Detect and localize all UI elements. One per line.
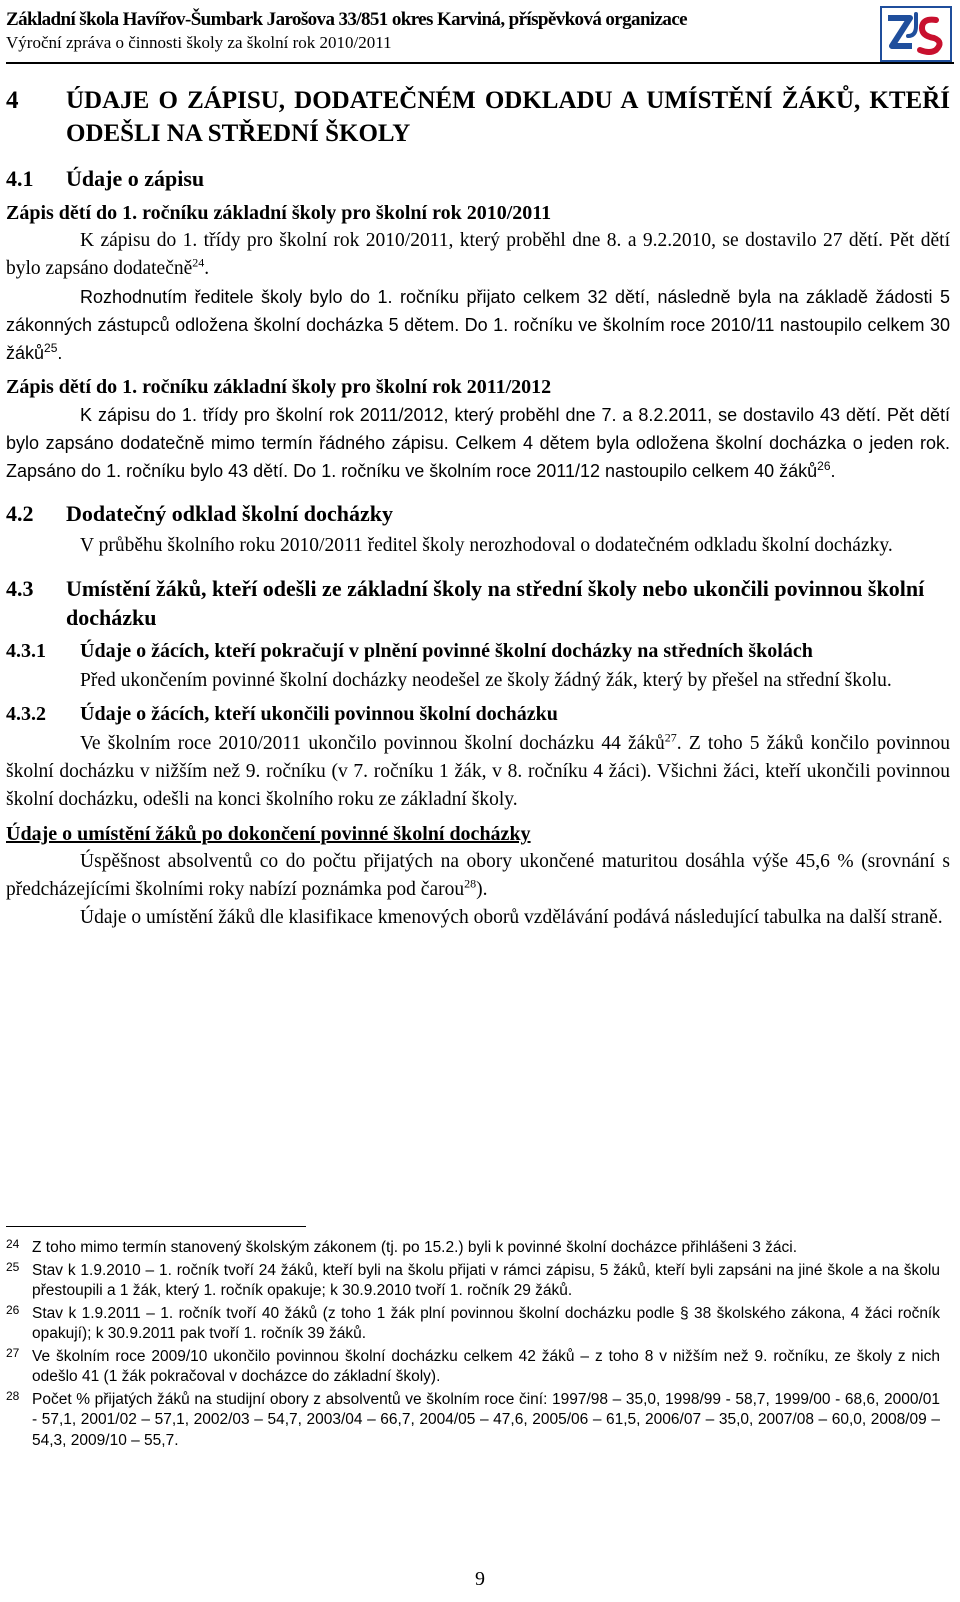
page-header [6, 8, 876, 53]
section-number: 4.3.2 [6, 703, 46, 725]
footnote-text: Stav k 1.9.2011 – 1. ročník tvoří 40 žáků (z toho 1 žák plní povinnou školní docházku podle § 38 školského zákona, 4 žáci ročník opakují); k 30.9.2011 pak tvoří 1. ročník 39 žáků. [32, 1304, 940, 1342]
footnote-ref[interactable]: 25 [44, 341, 58, 355]
section-title: Údaje o žácích, kteří ukončili povinnou školní docházku [80, 703, 558, 725]
completion-paragraph: Ve školním roce 2010/2011 ukončilo povinnou školní docházku 44 žáků$^{27}$. Z toho 5 žáků končilo povinnou školní docházku v nižším než 9. ročníku (v 7. ročníku 1 žák, v 8. ročníku 4 žáci). Všichni žáci, kteří ukončili povinnou školní docházku, odešli na konci školního roku ze základní školy. [6, 730, 950, 810]
school-logo [880, 6, 952, 62]
footnote-text: Stav k 1.9.2010 – 1. ročník tvoří 24 žáků, kteří byli na školu přijati v rámci zápisu, 5 žáků, kteří byli zapsáni na jiné škole a na školu přestoupili a 1 žák, který 1. ročník opakuje; k 30.9.2010 tvoří 1. ročník 29 žáků. [32, 1261, 940, 1299]
section-4-heading [6, 84, 950, 150]
footnote-separator [6, 1226, 306, 1227]
footnote-text: Z toho mimo termín stanovený školským zákonem (tj. po 15.2.) byli k povinné školní docházce přihlášeni 3 žáci. [32, 1239, 798, 1256]
section-title: Údaje o zápisu [66, 166, 205, 191]
section-number: 4.1 [6, 166, 34, 191]
section-title: Umístění žáků, kteří odešli ze základní školy na střední školy nebo ukončili povinnou školní docházku [66, 576, 925, 630]
footnote [6, 1347, 940, 1388]
enrollment-2010-decision-paragraph: Rozhodnutím ředitele školy bylo do 1. ročníku přijato celkem 32 dětí, následně byla na základě žádosti 5 zákonných zástupců odložena školní docházka 5 dětem. Do 1. ročníku ve školním roce 2010/11 nastoupilo celkem 30 žáků$^{25}$. [6, 287, 950, 363]
footnote-number: 28 [6, 1388, 20, 1403]
page-content [6, 84, 950, 932]
deferral-paragraph: V průběhu školního roku 2010/2011 ředitel školy nerozhodoval o dodatečném odkladu školní docházky. [80, 535, 893, 556]
enrollment-2011-subtitle: Zápis dětí do 1. ročníku základní školy pro školní rok 2011/2012 [6, 376, 552, 398]
section-number: 4 [6, 87, 19, 114]
footnote [6, 1390, 940, 1452]
header-divider [6, 62, 954, 64]
footnote-ref[interactable]: 26 [817, 459, 831, 473]
section-4-2-heading [6, 499, 950, 528]
footnote-ref[interactable]: 28 [464, 876, 477, 891]
section-number: 4.2 [6, 501, 34, 526]
enrollment-2010-subtitle: Zápis dětí do 1. ročníku základní školy pro školní rok 2010/2011 [6, 202, 552, 224]
section-title: ÚDAJE O ZÁPISU, DODATEČNÉM ODKLADU A UMÍSTĚNÍ ŽÁKŮ, KTEŘÍ ODEŠLI NA STŘEDNÍ ŠKOLY [66, 87, 950, 147]
section-title: Dodatečný odklad školní docházky [66, 501, 394, 526]
footnote-number: 27 [6, 1345, 20, 1360]
placement-table-note-paragraph: Údaje o umístění žáků dle klasifikace kmenových oborů vzdělávání podává následující tabulka na další straně. [80, 907, 943, 928]
report-title: Výroční zpráva o činnosti školy za školní rok 2010/2011 [6, 33, 392, 52]
footnote [6, 1304, 940, 1345]
placement-subtitle: Údaje o umístění žáků po dokončení povinné školní docházky [6, 823, 531, 845]
page-number: 9 [475, 1568, 485, 1590]
section-4-3-2-heading [6, 701, 950, 728]
footnote [6, 1238, 940, 1259]
placement-success-paragraph: Úspěšnost absolventů co do počtu přijatých na obory ukončené maturitou dosáhla výše 45,6 % (srovnání s předcházejícími školními roky nabízí poznámka pod čarou$^{28}$). [6, 851, 950, 900]
footnotes [6, 1236, 940, 1453]
section-4-1-heading [6, 164, 950, 193]
footnote-text: Počet % přijatých žáků na studijní obory z absolventů ve školním roce činí: 1997/98 – 35,0, 1998/99 - 58,7, 1999/00 - 68,6, 2000/01 - 57,1, 2001/02 – 57,1, 2002/03 – 54,7, 2003/04 – 66,7, 2004/05 – 47,6, 2005/06 – 61,5, 2006/07 – 35,0, 2007/08 – 60,0, 2008/09 – 54,3, 2009/10 – 55,7. [32, 1390, 940, 1449]
footnote-text: Ve školním roce 2009/10 ukončilo povinnou školní docházku celkem 42 žáků – z toho 8 v nižším než 9. ročníku, ze školy z nich odešlo 41 (1 žák pokračoval v docházce do základní školy). [32, 1347, 940, 1385]
section-number: 4.3.1 [6, 640, 46, 662]
footnote-ref[interactable]: 24 [192, 255, 205, 270]
footnote [6, 1261, 940, 1302]
enrollment-2011-paragraph: K zápisu do 1. třídy pro školní rok 2011/2012, který proběhl dne 7. a 8.2.2011, se dostavilo 43 dětí. Pět dětí bylo zapsáno dodatečně mimo termín řádného zápisu. Celkem 4 dětem byla odložena školní docházka o jeden rok. Zapsáno do 1. ročníku bylo 43 dětí. Do 1. ročníku ve školním roce 2011/12 nastoupilo celkem 40 žáků$^{26}$. [6, 405, 950, 481]
footnote-number: 26 [6, 1302, 20, 1317]
footnote-ref[interactable]: 27 [664, 730, 677, 745]
section-number: 4.3 [6, 576, 34, 601]
section-title: Údaje o žácích, kteří pokračují v plnění povinné školní docházky na středních školách [80, 640, 813, 662]
secondary-transfer-paragraph: Před ukončením povinné školní docházky neodešel ze školy žádný žák, který by přešel na střední školu. [80, 670, 892, 691]
footnote-number: 24 [6, 1237, 20, 1251]
school-name: Základní škola Havířov-Šumbark Jarošova 33/851 okres Karviná, příspěvková organizace [6, 9, 687, 30]
section-4-3-heading [6, 574, 950, 632]
section-4-3-1-heading [6, 638, 950, 665]
footnote-number: 25 [6, 1259, 20, 1274]
enrollment-2010-paragraph: K zápisu do 1. třídy pro školní rok 2010/2011, který proběhl dne 8. a 9.2.2010, se dostavilo 27 dětí. Pět dětí bylo zapsáno dodatečně$^{24}$. [6, 230, 950, 279]
